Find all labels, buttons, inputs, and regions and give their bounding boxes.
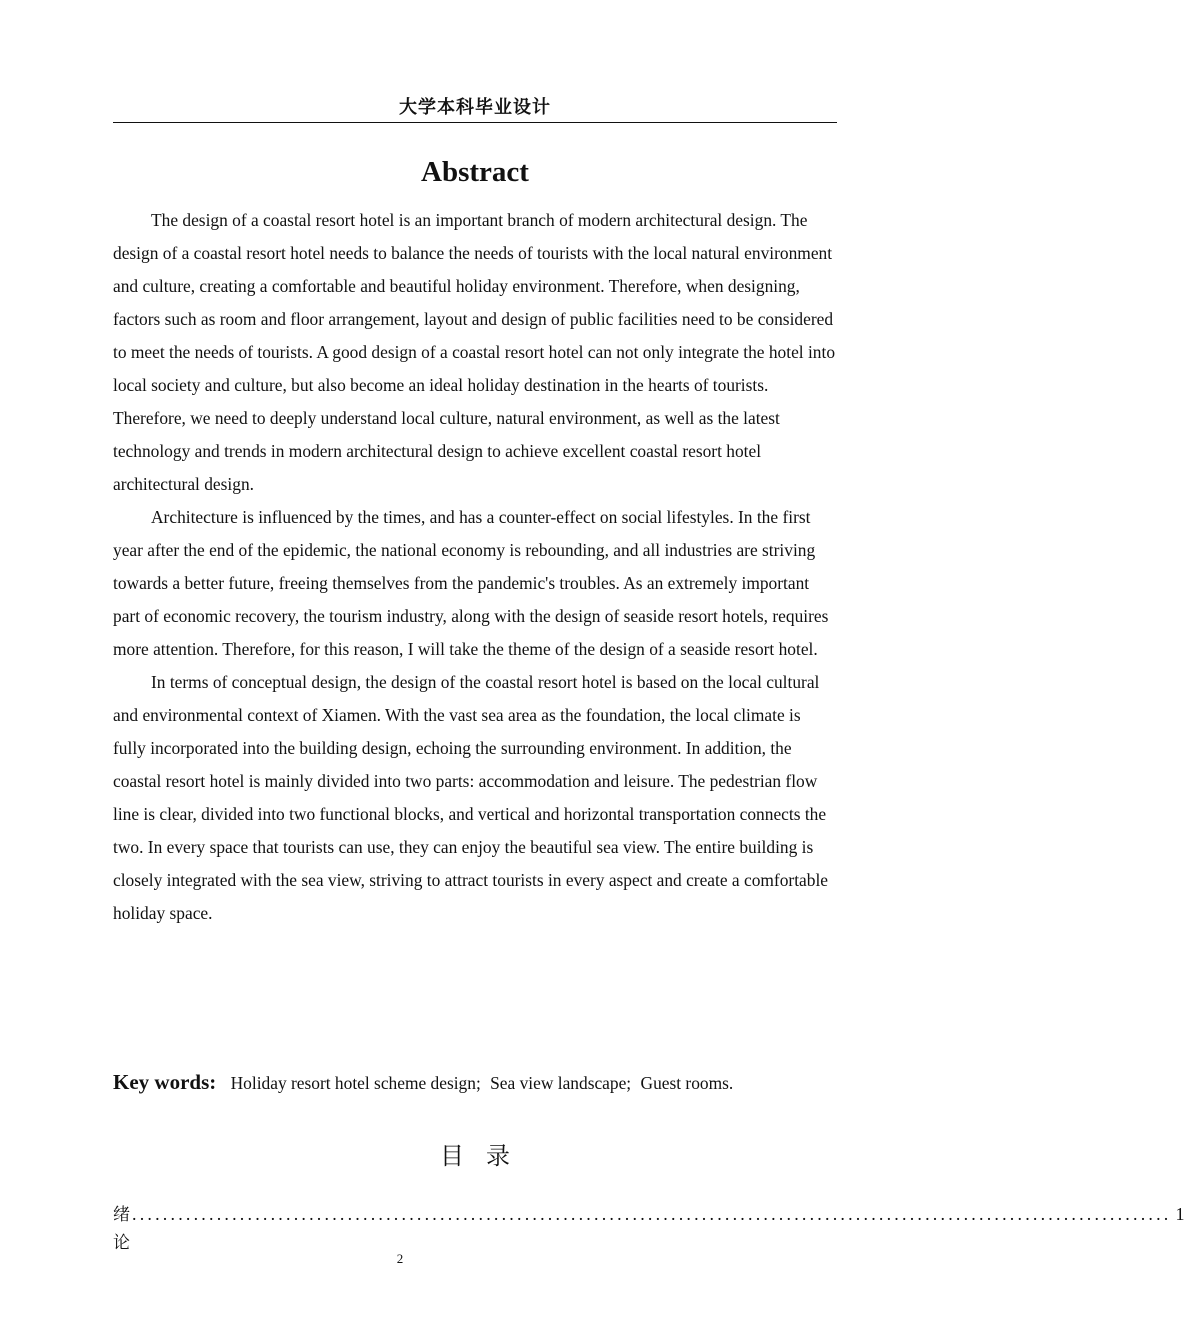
abstract-paragraph-1: The design of a coastal resort hotel is an important branch of modern architectural design. The design of a coastal resort hotel needs to balance the needs of tourists with the local natural environment and culture, creating a comfortable and beautiful holiday environment. Therefore, when designing, factors such as room and floor arrangement, layout and design of public facilities need to be considered to meet the needs of tourists. A good design of a coastal resort hotel can not only integrate the hotel into local society and culture, but also become an ideal holiday destination in the hearts of tourists. Therefore, we need to deeply understand local culture, natural environment, as well as the latest technology and trends in modern architectural design to achieve excellent coastal resort hotel architectural design. <box>113 210 836 494</box>
keyword-item-1: Holiday resort hotel scheme design; <box>230 1073 481 1093</box>
toc-leader-dots: ....................................................................................................................................... <box>132 1204 1172 1224</box>
abstract-body <box>113 204 837 930</box>
keywords-line <box>113 1064 837 1101</box>
page-number: 2 <box>396 1251 404 1266</box>
toc-title: 目录 <box>440 1142 532 1170</box>
abstract-title: Abstract <box>421 156 529 188</box>
keyword-item-2: Sea view landscape; <box>490 1073 632 1093</box>
toc-entry-intro[interactable] <box>113 1200 1185 1253</box>
toc-entry-page: 1 <box>1175 1204 1185 1224</box>
running-header: 大学本科毕业设计 <box>113 96 837 123</box>
keyword-item-3: Guest rooms. <box>640 1073 734 1093</box>
abstract-paragraph-2: Architecture is influenced by the times, and has a counter-effect on social lifestyles. In the first year after the end of the epidemic, the national economy is rebounding, and all industries are striving towards a better future, freeing themselves from the pandemic's troubles. As an extremely important part of economic recovery, the tourism industry, along with the design of seaside resort hotels, requires more attention. Therefore, for this reason, I will take the theme of the design of a seaside resort hotel. <box>113 507 829 659</box>
keywords-label: Key words: <box>113 1070 217 1094</box>
toc-entry-label: 绪论 <box>113 1205 130 1253</box>
abstract-paragraph-3: In terms of conceptual design, the design of the coastal resort hotel is based on the local cultural and environmental context of Xiamen. With the vast sea area as the foundation, the local climate is fully incorporated into the building design, echoing the surrounding environment. In addition, the coastal resort hotel is mainly divided into two parts: accommodation and leisure. The pedestrian flow line is clear, divided into two functional blocks, and vertical and horizontal transportation connects the two. In every space that tourists can use, they can enjoy the beautiful sea view. The entire building is closely integrated with the sea view, striving to attract tourists in every aspect and create a comfortable holiday space. <box>113 672 829 923</box>
